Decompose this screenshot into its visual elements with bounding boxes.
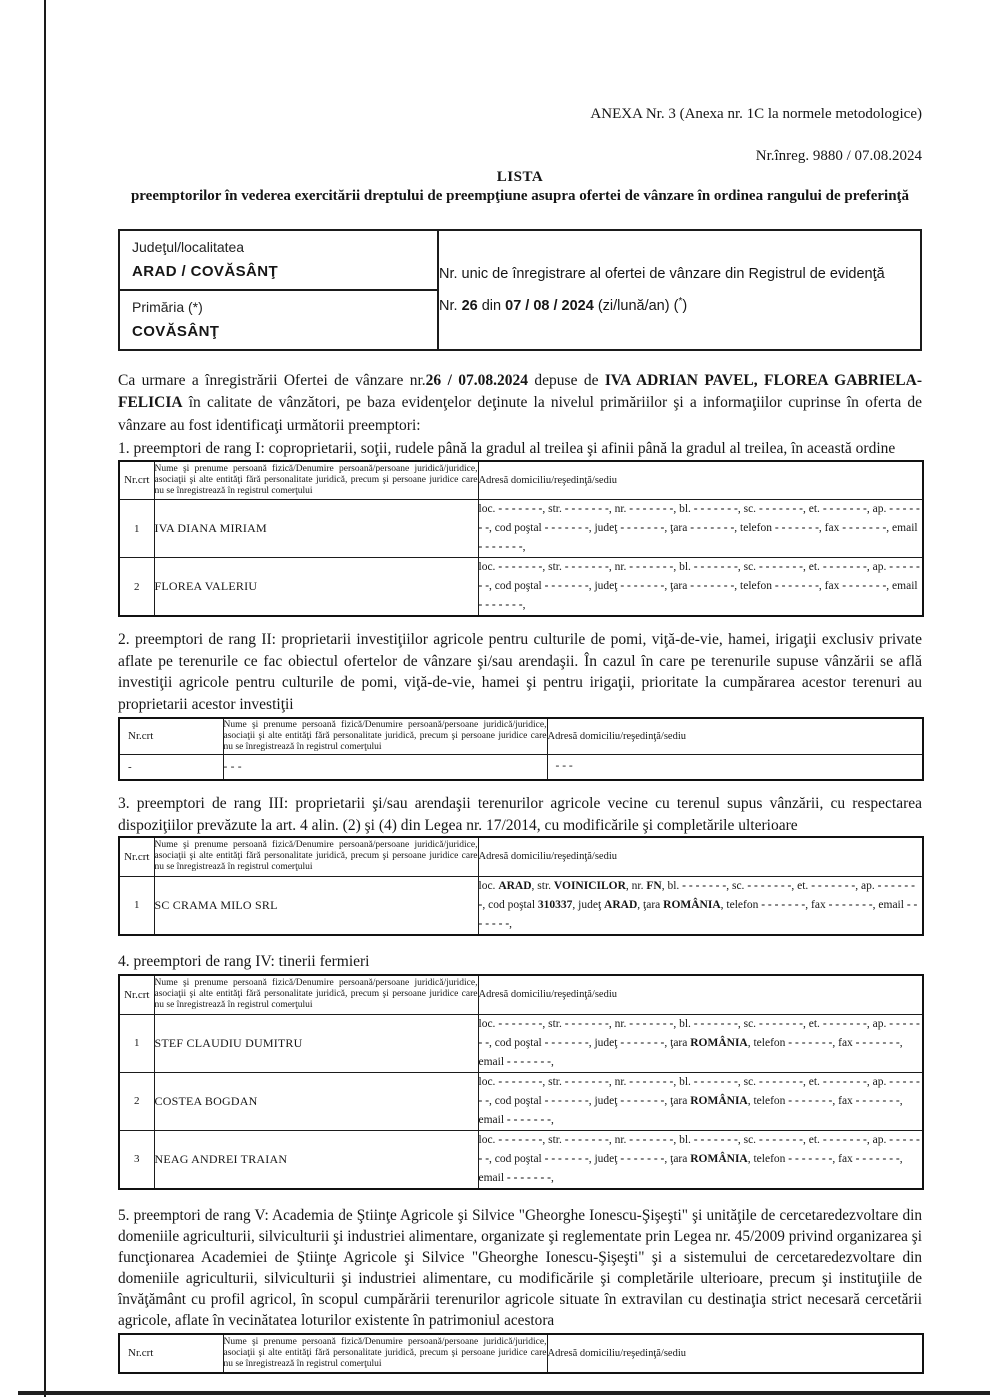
col-header-nr: Nr.crt (119, 461, 154, 500)
table-row (119, 1072, 923, 1130)
table-row (119, 558, 923, 617)
col-header-name: Nume şi prenume persoană fizică/Denumire persoană/persoane juridică/juridice, asociaţii şi alte entităţi fără personalitate juridică, precum şi persoane juridice care nu se înregistrează în registrul comerţului (154, 975, 478, 1014)
table-header-row (119, 837, 923, 876)
document-title: LISTA (496, 169, 544, 185)
offer-reg-label: Nr. unic de înregistrare al ofertei de vânzare din Registrul de evidenţă (439, 266, 885, 283)
section-heading-rank3: 3. preemptori de rang III: proprietarii şi/sau arendaşii terenurilor agricole vecine cu terenul supus vânzării, cu respectarea dispoziţiilor prevăzute la art. 4 alin. (2) şi (4) din Legea nr. 17/2014, cu modificările şi completările ulterioare (118, 795, 922, 834)
table-header-row (119, 1334, 923, 1373)
table-header-row (119, 975, 923, 1014)
registration-number-line: Nr.înreg. 9880 / 07.08.2024 (755, 148, 922, 164)
section-heading-rank5: 5. preemptori de rang V: Academia de Ştiinţe Agricole şi Silvice "Gheorghe Ionescu-Şişeşti" şi unităţile de cercetaredezvoltare din domeniile agriculturii, silviculturii şi industriei alimentare, organizate şi reglementate prin Legea nr. 45/2009 privind organizarea şi funcţionarea Academiei de Ştiinţe Agricole şi Silvice "Gheorghe Ionescu-Şişeşti" şi a sistemului de cercetaredezvoltare din domeniile agriculturii, silviculturii şi industriei alimentare, cu modificările şi completările ulterioare, precum şi instituţiile de învăţământ cu profil agricol, în scopul cumpărării terenurilor agricole situate în extravilan cu destinaţia strict necesară cercetării agricole, aflate în vecinătatea loturilor existente în patrimoniul acestora (118, 1206, 922, 1329)
preemptor-table-rank3 (118, 836, 924, 936)
offer-registration-cell (438, 230, 921, 350)
col-header-address: Adresă domiciliu/reşedinţă/sediu (478, 837, 923, 876)
scan-artifact-bottom-line (18, 1391, 990, 1395)
cell-address: loc. - - - - - - -, str. - - - - - - -, nr. - - - - - - -, bl. - - - - - - -, sc. - - - - - - -, et. - - - - - - -, ap. - - - - - - -, cod poştal - - - - - - -, judeţ - - - - - - -, ţara - - - - - - -, telefon - - - - - - -, fax - - - - - - -, email - - - - - - -, (478, 500, 923, 558)
anexa-note: ANEXA Nr. 3 (Anexa nr. 1C la normele metodologice) (590, 106, 922, 122)
col-header-nr: Nr.crt (119, 1334, 223, 1373)
preemptor-table-rank5 (118, 1333, 924, 1374)
cell-name: STEF CLAUDIU DUMITRU (154, 1014, 478, 1072)
table-row (119, 500, 923, 558)
cell-name: SC CRAMA MILO SRL (154, 876, 478, 935)
cell-name: FLOREA VALERIU (154, 558, 478, 617)
cell-name: - - - (223, 754, 547, 780)
cell-nr: - (119, 754, 223, 780)
table-row (119, 1130, 923, 1189)
intro-paragraph: Ca urmare a înregistrării Ofertei de vânzare nr.26 / 07.08.2024 depuse de IVA ADRIAN PAVEL, FLOREA GABRIELA-FELICIA în calitate de vânzători, pe baza evidenţelor deţinute la nivelul primăriilor şi a informaţiilor cuprinse în oferta de vânzare au fost identificaţi următorii preemptori: (118, 372, 922, 434)
offer-reg-value: Nr. 26 din 07 / 08 / 2024 (zi/lună/an) (*) (439, 296, 688, 314)
cell-nr: 1 (119, 876, 154, 935)
section-heading-rank2: 2. preemptori de rang II: proprietarii investiţiilor agricole pentru culturile de pomi, viţă-de-vie, hamei, irigaţii exclusiv private aflate pe terenurile ce fac obiectul ofertelor de vânzare şi/sau arendaşii. În cazul în care pe terenurile supuse vânzării se află investiţii agricole pentru culturile de pomi, viţă-de-vie, hamei şi pentru irigaţii, prioritate la cumpărarea acestor terenuri au proprietarii acestor investiţii (118, 631, 922, 713)
table-header-row (119, 718, 923, 754)
col-header-nr: Nr.crt (119, 718, 223, 754)
col-header-name: Nume şi prenume persoană fizică/Denumire persoană/persoane juridică/juridice, asociaţii şi alte entităţi fără personalitate juridică, precum şi persoane juridice care nu se înregistrează în registrul comerţului (154, 461, 478, 500)
preemptor-table-rank2 (118, 717, 924, 781)
cell-address: loc. - - - - - - -, str. - - - - - - -, nr. - - - - - - -, bl. - - - - - - -, sc. - - - - - - -, et. - - - - - - -, ap. - - - - - - -, cod poştal - - - - - - -, judeţ - - - - - - -, ţara ROMÂNIA, telefon - - - - - - -, fax - - - - - - -, email - - - - - - -, (478, 1072, 923, 1130)
cell-name: IVA DIANA MIRIAM (154, 500, 478, 558)
cell-nr: 2 (119, 1072, 154, 1130)
cell-address: - - - (547, 754, 923, 780)
cell-nr: 3 (119, 1130, 154, 1189)
section-heading-rank1: 1. preemptori de rang I: coproprietarii, soţii, rudele până la gradul al treilea şi afinii până la gradul al treilea, în această ordine (118, 440, 896, 458)
cell-name: NEAG ANDREI TRAIAN (154, 1130, 478, 1189)
col-header-name: Nume şi prenume persoană fizică/Denumire persoană/persoane juridică/juridice, asociaţii şi alte entităţi fără personalitate juridică, precum şi persoane juridice care nu se înregistrează în registrul comerţului (154, 837, 478, 876)
col-header-address: Adresă domiciliu/reşedinţă/sediu (478, 975, 923, 1014)
preemptor-table-rank4 (118, 974, 924, 1190)
col-header-name: Nume şi prenume persoană fizică/Denumire persoană/persoane juridică/juridice, asociaţii şi alte entităţi fără personalitate juridică, precum şi persoane juridice care nu se înregistrează în registrul comerţului (223, 718, 547, 754)
col-header-address: Adresă domiciliu/reşedinţă/sediu (547, 718, 923, 754)
section-heading-rank4: 4. preemptori de rang IV: tinerii fermieri (118, 952, 370, 970)
cityhall-cell (119, 290, 438, 350)
county-cell (119, 230, 438, 290)
table-row (119, 1014, 923, 1072)
table-header-row (119, 461, 923, 500)
col-header-address: Adresă domiciliu/reşedinţă/sediu (547, 1334, 923, 1373)
cell-name: COSTEA BOGDAN (154, 1072, 478, 1130)
col-header-name: Nume şi prenume persoană fizică/Denumire persoană/persoane juridică/juridice, asociaţii şi alte entităţi fără personalitate juridică, precum şi persoane juridice care nu se înregistrează în registrul comerţului (223, 1334, 547, 1373)
col-header-nr: Nr.crt (119, 975, 154, 1014)
cell-address: loc. - - - - - - -, str. - - - - - - -, nr. - - - - - - -, bl. - - - - - - -, sc. - - - - - - -, et. - - - - - - -, ap. - - - - - - -, cod poştal - - - - - - -, judeţ - - - - - - -, ţara ROMÂNIA, telefon - - - - - - -, fax - - - - - - -, email - - - - - - -, (478, 1130, 923, 1189)
table-row (119, 876, 923, 935)
col-header-nr: Nr.crt (119, 837, 154, 876)
document-content (118, 0, 922, 1374)
cell-address: loc. - - - - - - -, str. - - - - - - -, nr. - - - - - - -, bl. - - - - - - -, sc. - - - - - - -, et. - - - - - - -, ap. - - - - - - -, cod poştal - - - - - - -, judeţ - - - - - - -, ţara - - - - - - -, telefon - - - - - - -, fax - - - - - - -, email - - - - - - -, (478, 558, 923, 617)
cell-nr: 2 (119, 558, 154, 617)
cell-address: loc. ARAD, str. VOINICILOR, nr. FN, bl. - - - - - - -, sc. - - - - - - -, et. - - - - - - -, ap. - - - - - - -, cod poştal 310337, judeţ ARAD, ţara ROMÂNIA, telefon - - - - - - -, fax - - - - - - -, email - - - - - - -, (478, 876, 923, 935)
cityhall-label: Primăria (*) (132, 299, 203, 315)
col-header-address: Adresă domiciliu/reşedinţă/sediu (478, 461, 923, 500)
cell-address: loc. - - - - - - -, str. - - - - - - -, nr. - - - - - - -, bl. - - - - - - -, sc. - - - - - - -, et. - - - - - - -, ap. - - - - - - -, cod poştal - - - - - - -, judeţ - - - - - - -, ţara ROMÂNIA, telefon - - - - - - -, fax - - - - - - -, email - - - - - - -, (478, 1014, 923, 1072)
scan-artifact-vertical-line (44, 0, 46, 1397)
cell-nr: 1 (119, 1014, 154, 1072)
county-value: ARAD / COVĂSÂNŢ (132, 263, 279, 280)
document-subtitle: preemptorilor în vederea exercitării dreptului de preempţiune asupra ofertei de vânzare în ordinea rangului de preferinţă (130, 188, 910, 204)
preemptor-table-rank1 (118, 460, 924, 618)
cell-nr: 1 (119, 500, 154, 558)
cityhall-value: COVĂSÂNŢ (132, 323, 220, 340)
info-box (118, 229, 922, 351)
table-row (119, 754, 923, 780)
county-label: Judeţul/localitatea (132, 239, 245, 255)
